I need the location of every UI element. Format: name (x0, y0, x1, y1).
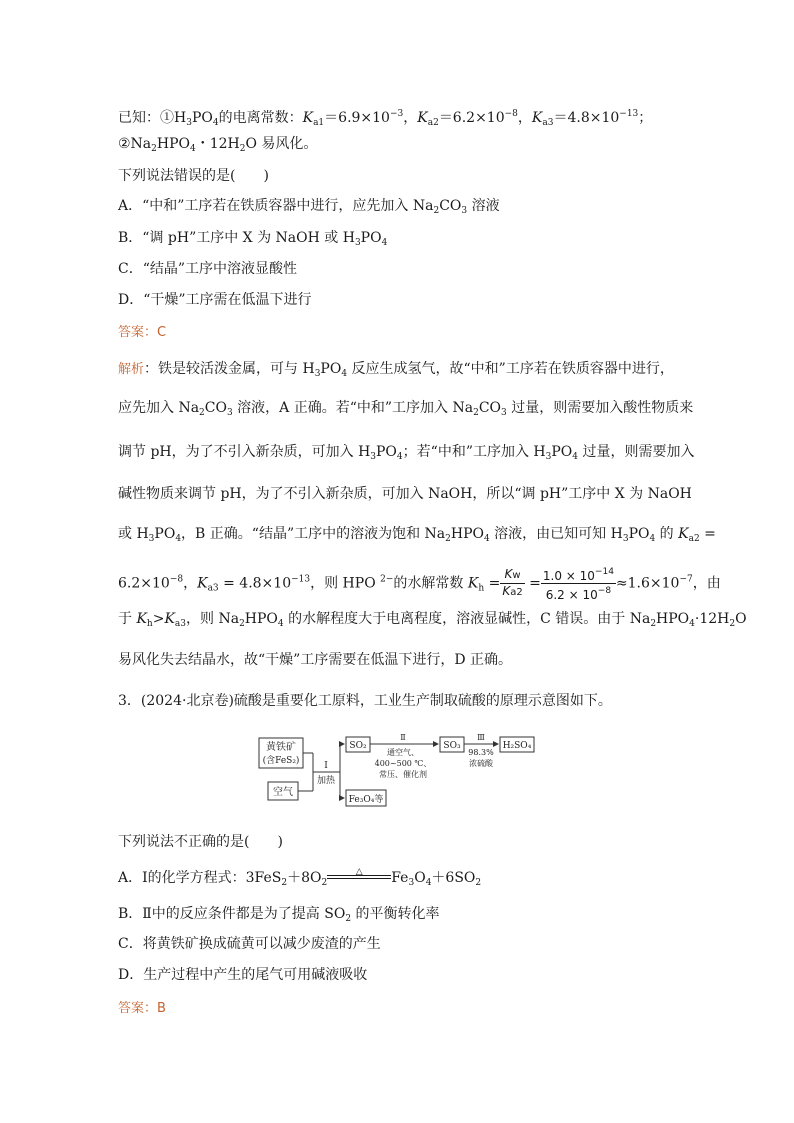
q3-option-a: A．Ⅰ的化学方程式：$3FeS_2+8O_2$ △ $Fe_3O_4+6SO_2$ (118, 868, 481, 893)
step-2-label: Ⅱ (400, 733, 406, 742)
condition-3: 常压、催化剂 (379, 770, 427, 779)
q2-option-d: D．“干燥”工序需在低温下进行 (118, 292, 312, 308)
q2-option-c: C．“结晶”工序中溶液显酸性 (118, 261, 298, 277)
analysis-line-4: 碱性物质来调节 pH，为了不引入新杂质，可加入 NaOH，所以“调 pH”工序中 X 为 NaOH (118, 486, 692, 502)
heat-symbol: △ (355, 867, 363, 877)
acid-conc-label: 98.3% (468, 748, 494, 757)
condition-1: 通空气、 (387, 748, 419, 757)
q2-option-b: B．“调 pH”工序中 X 为 NaOH 或 $H_3PO_4$ (118, 230, 388, 248)
q3-stem: 下列说法不正确的是( ) (118, 834, 283, 850)
analysis-line-5: 或 $H_3PO_4$，B 正确。“结晶”工序中的溶液为饱和 $Na_2HPO_4$ 溶液，由已知可知 $H_3PO_4$ 的 $K_{a2}$ = (118, 526, 716, 544)
fe3o4-label: Fe₃O₄等 (348, 795, 384, 805)
so2-label: SO₂ (349, 741, 367, 751)
known-line-1: 已知：$①H_3PO_4$的电离常数：$K_{a1}=6.9\times 10^{-3}$，$K_{a2}=6.2\times 10^{-8}$，$K_{a3}=4.8\times 10^{-13}$； (118, 109, 653, 128)
fraction-numeric: $\frac{1.0 \times 10^{-14}}{6.2 \times 10^{-8}}$ (542, 567, 614, 602)
q2-option-a: A．“中和”工序若在铁质容器中进行，应先加入 $Na_2CO_3$ 溶液 (118, 198, 500, 216)
ore-sub-label: (含FeS₂) (262, 756, 300, 766)
heat-label: 加热 (316, 776, 336, 786)
q2-stem: 下列说法错误的是( ) (118, 168, 269, 184)
q2-answer: 答案：C (118, 325, 167, 340)
q3-intro: 3．(2024·北京卷)硫酸是重要化工原料，工业生产制取硫酸的原理示意图如下。 (118, 693, 612, 709)
analysis-line-6: $6.2\times 10^{-8}$，$K_{a3} = 4.8\times 10^{-13}$，则 HPO $^{2-}$的水解常数 $K_h$ = $\frac{Kw}{Ka2}$ = $\frac{1.0 \times 10^{-14}}{6.2 \times 10^{-8}}$ $\approx 1.6\times 10^{-7}$，由 (118, 567, 721, 602)
sulfuric-acid-process-diagram (256, 728, 538, 816)
fraction-kw-ka2: $\frac{Kw}{Ka2}$ (502, 567, 523, 598)
q3-option-d: D．生产过程中产生的尾气可用碱液吸收 (118, 967, 368, 983)
reaction-arrow (327, 867, 391, 885)
step-1-label: Ⅰ (324, 761, 328, 771)
analysis-line-3: 调节 pH，为了不引入新杂质，可加入 $H_3PO_4$；若“中和”工序加入 $H_3PO_4$ 过量，则需要加入 (118, 444, 695, 462)
analysis-line-1: 解析：铁是较活泼金属，可与 $H_3PO_4$ 反应生成氢气，故“中和”工序若在铁质容器中进行， (118, 361, 674, 379)
h2so4-label: H₂SO₄ (502, 741, 532, 751)
q3-option-c: C．将黄铁矿换成硫黄可以减少废渣的产生 (118, 936, 381, 952)
ore-label: 黄铁矿 (266, 742, 296, 753)
acid-name-label: 浓硫酸 (469, 759, 493, 768)
analysis-line-7: 于 $K_h>K_{a3}$，则 $Na_2HPO_4$ 的水解程度大于电离程度，溶液显碱性，C 错误。由于 $Na_2HPO_4\cdot 12H_2O$ (118, 611, 747, 629)
q3-answer: 答案：B (118, 1001, 166, 1016)
so3-label: SO₃ (443, 741, 461, 751)
analysis-line-2: 应先加入 $Na_2CO_3$ 溶液，A 正确。若“中和”工序加入 $Na_2CO_3$ 过量，则需要加入酸性物质来 (118, 400, 694, 418)
air-label: 空气 (273, 787, 293, 798)
step-3-label: Ⅲ (477, 733, 485, 742)
q3-option-b: B．Ⅱ中的反应条件都是为了提高 $SO_2$ 的平衡转化率 (118, 906, 440, 924)
analysis-line-8: 易风化失去结晶水，故“干燥”工序需要在低温下进行，D 正确。 (118, 652, 512, 668)
known-line-2: $②Na_2HPO_4$・$12H_2O$ 易风化。 (118, 136, 318, 154)
condition-2: 400~500 ℃、 (374, 759, 432, 768)
